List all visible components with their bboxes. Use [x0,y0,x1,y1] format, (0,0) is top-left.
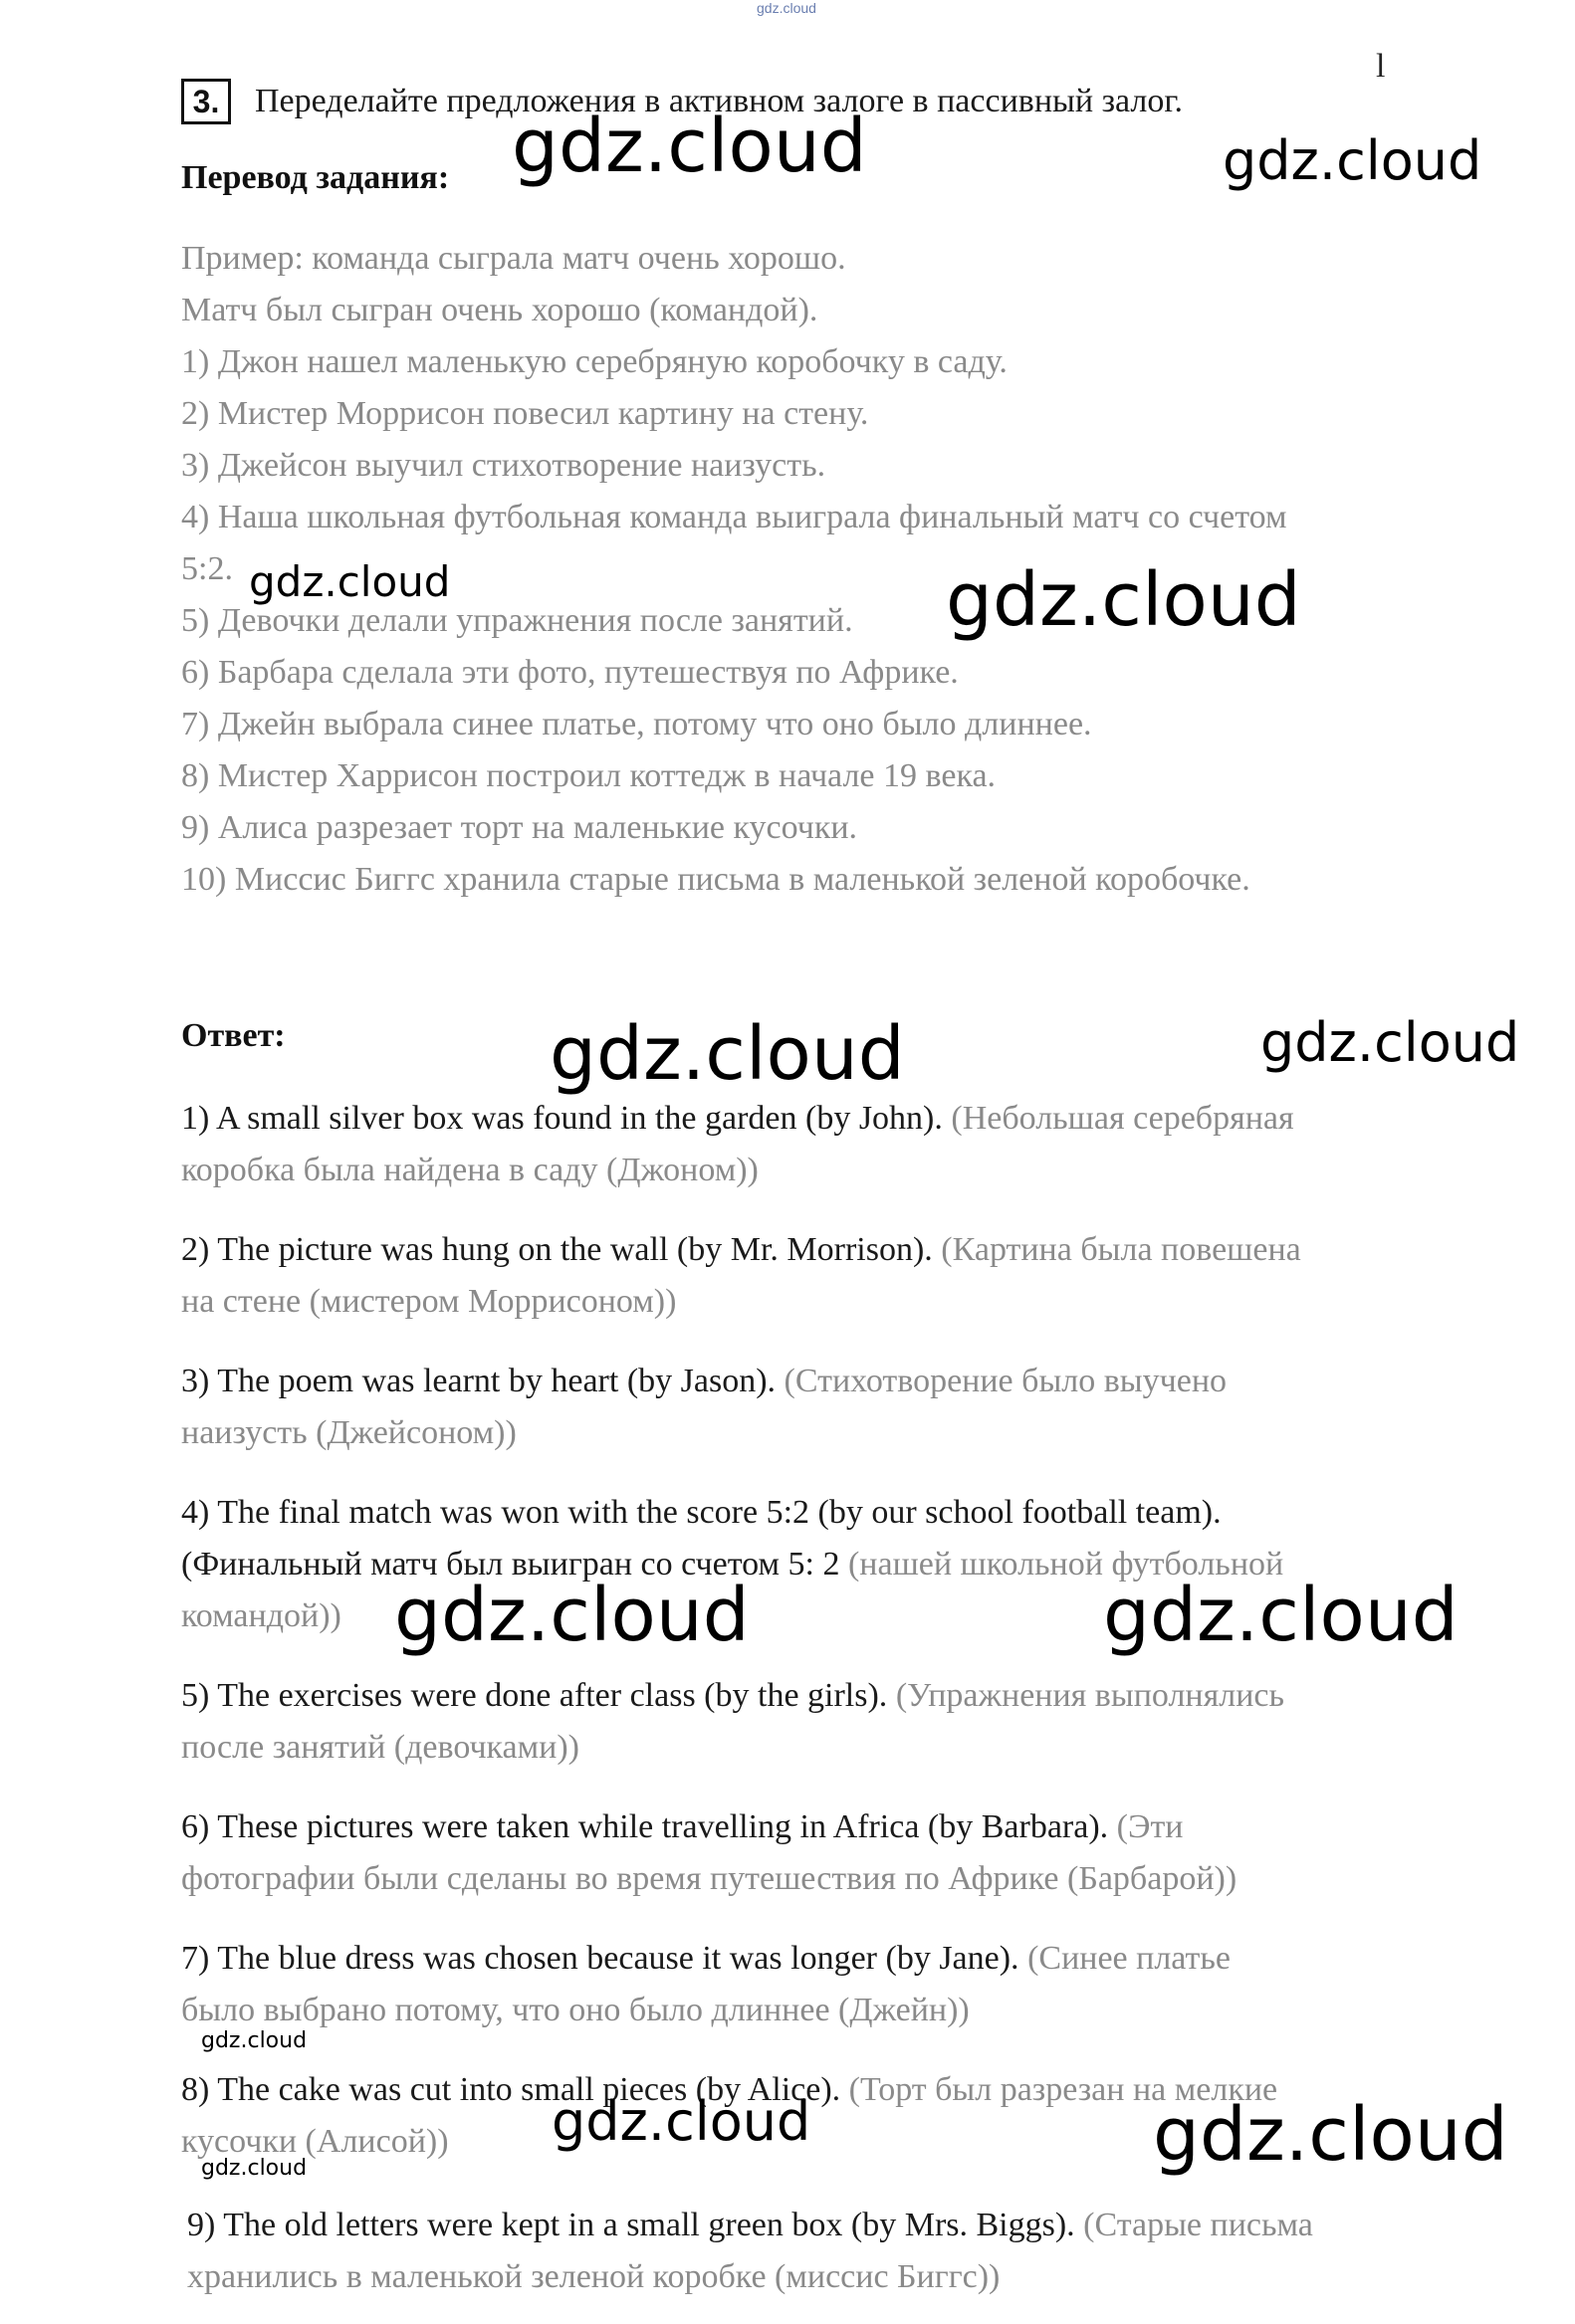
watermark: gdz.cloud [1223,129,1482,192]
watermark: gdz.cloud [1260,1011,1520,1074]
translation-line: 5) Девочки делали упражнения после занятий. [181,602,853,639]
translation-line: 5:2. [181,550,233,587]
translation-line: 4) Наша школьная футбольная команда выиграла финальный матч со счетом [181,499,1287,535]
translation-line: 1) Джон нашел маленькую серебряную коробочку в саду. [181,343,1008,380]
answer-english: 4) The final match was won with the score 5:2 (by our school football team). [181,1494,1222,1531]
answer-russian-cont: наизусть (Джейсоном)) [181,1414,517,1451]
answer-english: 2) The picture was hung on the wall (by Mr. Morrison). [181,1231,933,1268]
answer-russian-cont: на стене (мистером Моррисоном)) [181,1283,677,1320]
answer-russian: (Картина была повешена [932,1231,1301,1268]
answer-heading: Ответ: [181,1017,286,1054]
answer-russian-cont: (нашей школьной футбольной [839,1546,1284,1583]
answer-english: 8) The cake was cut into small pieces (by Alice). [181,2071,841,2108]
answer-russian-cont: кусочки (Алисой)) [181,2123,449,2160]
answer-item [187,2200,1313,2303]
answer-russian-cont: фотографии были сделаны во время путешествия по Африке (Барбарой)) [181,1860,1238,1897]
page-corner-mark: l [1376,48,1386,85]
answer-russian: (Старые письма [1074,2207,1313,2243]
task-instruction: Переделайте предложения в активном залоге в пассивный залог. [255,83,1183,119]
translation-line: Пример: команда сыграла матч очень хорошо. [181,240,846,277]
answer-english: 3) The poem was learnt by heart (by Jason). [181,1363,777,1399]
translation-line: 10) Миссис Биггс хранила старые письма в маленькой зеленой коробочке. [181,861,1250,898]
answer-item [181,1670,1284,1774]
answer-russian-cont: было выбрано потому, что оно было длиннее (Джейн)) [181,1992,970,2028]
answer-item [181,1801,1237,1905]
answer-russian-dark: (Финальный матч был выигран со счетом 5: 2 [181,1546,840,1583]
top-site-mark: gdz.cloud [757,0,816,16]
answer-item [181,1093,1294,1196]
watermark: gdz.cloud [946,557,1301,643]
answer-russian-cont: коробка была найдена в саду (Джоном)) [181,1152,759,1188]
translation-line: 8) Мистер Харрисон построил коттедж в начале 19 века. [181,757,997,794]
translation-line: 6) Барбара сделала эти фото, путешествуя по Африке. [181,654,959,691]
answer-english: 9) The old letters were kept in a small green box (by Mrs. Biggs). [187,2207,1075,2243]
answer-english: 6) These pictures were taken while travelling in Africa (by Barbara). [181,1808,1109,1845]
answer-russian: (Небольшая серебряная [942,1100,1294,1137]
answer-russian: (Стихотворение было выучено [776,1363,1228,1399]
answer-english: 5) The exercises were done after class (by the girls). [181,1677,888,1714]
answer-russian: (Эти [1108,1808,1184,1845]
watermark: gdz.cloud [1103,1573,1459,1658]
answer-item [181,1224,1301,1328]
answer-item [181,1933,1231,2036]
watermark: gdz.cloud [394,1573,750,1658]
translation-line: Матч был сыгран очень хорошо (командой). [181,292,818,328]
watermark: gdz.cloud [512,104,867,189]
watermark: gdz.cloud [201,2028,308,2053]
answer-russian: (Упражнения выполнялись [887,1677,1285,1714]
answer-russian-cont: хранились в маленькой зеленой коробке (миссис Биггс)) [187,2258,1001,2295]
answer-russian-cont: командой)) [181,1597,341,1634]
answer-english: 7) The blue dress was chosen because it was longer (by Jane). [181,1940,1019,1977]
watermark: gdz.cloud [249,557,451,606]
answer-russian: (Торт был разрезан на мелкие [840,2071,1278,2108]
watermark: gdz.cloud [550,1011,905,1097]
answer-english: 1) A small silver box was found in the garden (by John). [181,1100,943,1137]
answer-russian-cont: после занятий (девочками)) [181,1729,579,1766]
translation-line: 3) Джейсон выучил стихотворение наизусть. [181,447,826,484]
answer-russian: (Синее платье [1018,1940,1231,1977]
answer-item [181,1356,1227,1459]
watermark: gdz.cloud [552,2090,811,2153]
task-number-box: 3. [181,79,231,124]
translation-line: 7) Джейн выбрала синее платье, потому что оно было длиннее. [181,706,1092,742]
translation-line: 2) Мистер Моррисон повесил картину на стену. [181,395,869,432]
translation-heading: Перевод задания: [181,159,450,196]
watermark: gdz.cloud [1153,2092,1508,2178]
translation-line: 9) Алиса разрезает торт на маленькие кусочки. [181,809,858,846]
watermark: gdz.cloud [201,2156,308,2181]
